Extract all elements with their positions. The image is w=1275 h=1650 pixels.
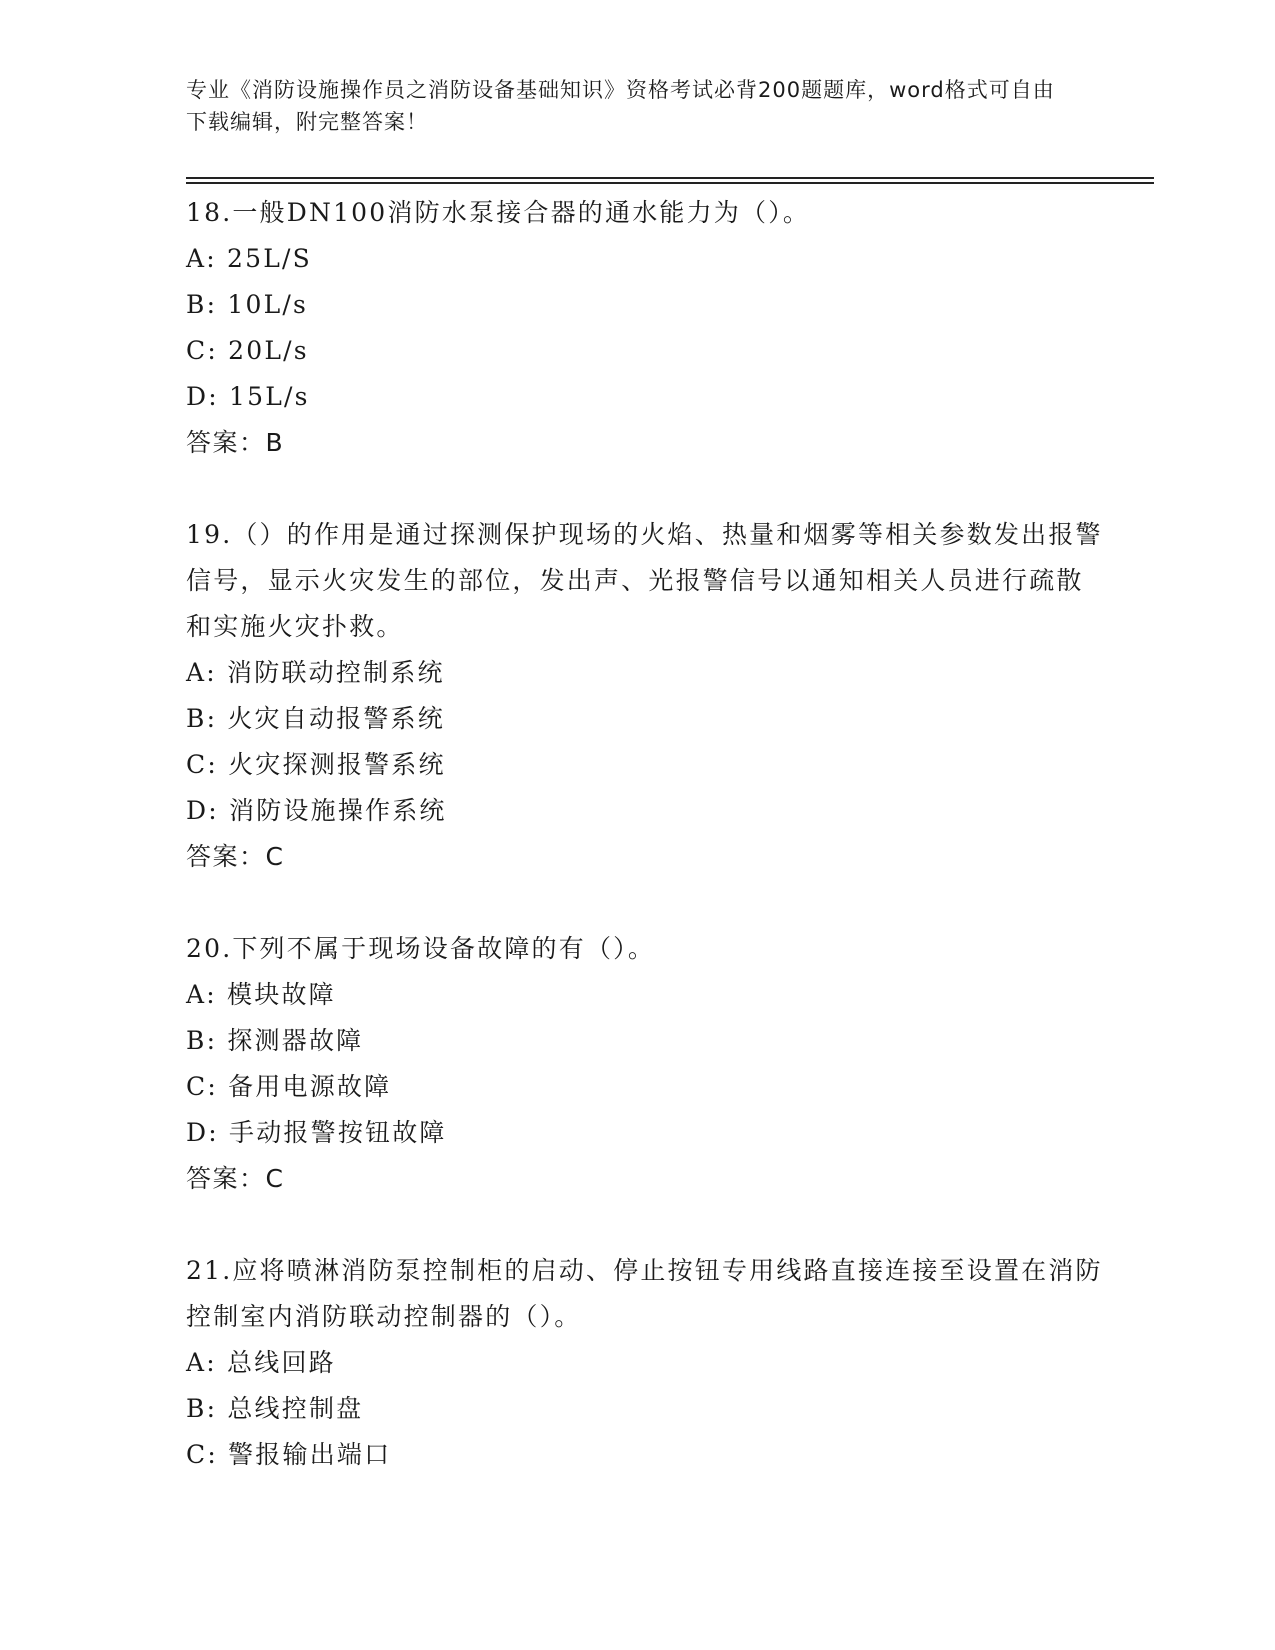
option-d xyxy=(186,1110,1106,1156)
intro-text: 专业《消防设施操作员之消防设备基础知识》资格考试必背200题题库，word格式可自由下载编辑，附完整答案！ xyxy=(186,78,1055,134)
question-18 xyxy=(186,190,1106,466)
question-21 xyxy=(186,1248,1106,1478)
option-key: C: xyxy=(186,336,218,365)
answer-line: 答案：C xyxy=(186,842,285,871)
option-b xyxy=(186,1386,1106,1432)
option-a xyxy=(186,236,1106,282)
option-text: 15L/s xyxy=(229,382,310,411)
option-key: B: xyxy=(186,1394,218,1423)
option-text: 消防设施操作系统 xyxy=(229,796,447,825)
option-text: 备用电源故障 xyxy=(228,1072,392,1101)
question-list xyxy=(186,190,1106,1478)
option-key: A: xyxy=(186,1348,217,1377)
option-key: B: xyxy=(186,290,218,319)
option-c xyxy=(186,742,1106,788)
option-a xyxy=(186,972,1106,1018)
option-text: 总线回路 xyxy=(227,1348,336,1377)
question-stem: 21.应将喷淋消防泵控制柜的启动、停止按钮专用线路直接连接至设置在消防控制室内消防联动控制器的（）。 xyxy=(186,1256,1103,1331)
option-key: D: xyxy=(186,1118,219,1147)
option-b xyxy=(186,282,1106,328)
option-c xyxy=(186,1064,1106,1110)
question-stem: 19.（）的作用是通过探测保护现场的火焰、热量和烟雾等相关参数发出报警信号，显示火灾发生的部位，发出声、光报警信号以通知相关人员进行疏散和实施火灾扑救。 xyxy=(186,520,1103,641)
option-key: A: xyxy=(186,244,217,273)
option-text: 25L/S xyxy=(227,244,313,273)
option-text: 警报输出端口 xyxy=(228,1440,392,1469)
option-text: 20L/s xyxy=(228,336,309,365)
option-c xyxy=(186,328,1106,374)
option-text: 火灾探测报警系统 xyxy=(228,750,446,779)
option-key: A: xyxy=(186,980,217,1009)
question-20 xyxy=(186,926,1106,1202)
option-a xyxy=(186,650,1106,696)
option-c xyxy=(186,1432,1106,1478)
option-key: A: xyxy=(186,658,217,687)
option-key: C: xyxy=(186,1072,218,1101)
option-key: B: xyxy=(186,704,218,733)
option-key: D: xyxy=(186,796,219,825)
option-text: 10L/s xyxy=(227,290,309,319)
answer-line: 答案：B xyxy=(186,428,285,457)
option-key: C: xyxy=(186,1440,218,1469)
question-stem: 18.一般DN100消防水泵接合器的通水能力为（）。 xyxy=(186,198,811,227)
option-text: 模块故障 xyxy=(227,980,336,1009)
option-b xyxy=(186,696,1106,742)
option-a xyxy=(186,1340,1106,1386)
option-text: 总线控制盘 xyxy=(227,1394,364,1423)
answer-line: 答案：C xyxy=(186,1164,285,1193)
header-divider-bottom xyxy=(186,182,1154,184)
option-text: 火灾自动报警系统 xyxy=(227,704,445,733)
option-text: 手动报警按钮故障 xyxy=(229,1118,447,1147)
question-stem: 20.下列不属于现场设备故障的有（）。 xyxy=(186,934,656,963)
option-key: B: xyxy=(186,1026,218,1055)
option-d xyxy=(186,788,1106,834)
document-intro xyxy=(186,74,1066,138)
option-key: D: xyxy=(186,382,219,411)
option-text: 消防联动控制系统 xyxy=(227,658,445,687)
header-divider-top xyxy=(186,177,1154,179)
option-key: C: xyxy=(186,750,218,779)
option-d xyxy=(186,374,1106,420)
option-text: 探测器故障 xyxy=(227,1026,364,1055)
question-19 xyxy=(186,512,1106,880)
option-b xyxy=(186,1018,1106,1064)
